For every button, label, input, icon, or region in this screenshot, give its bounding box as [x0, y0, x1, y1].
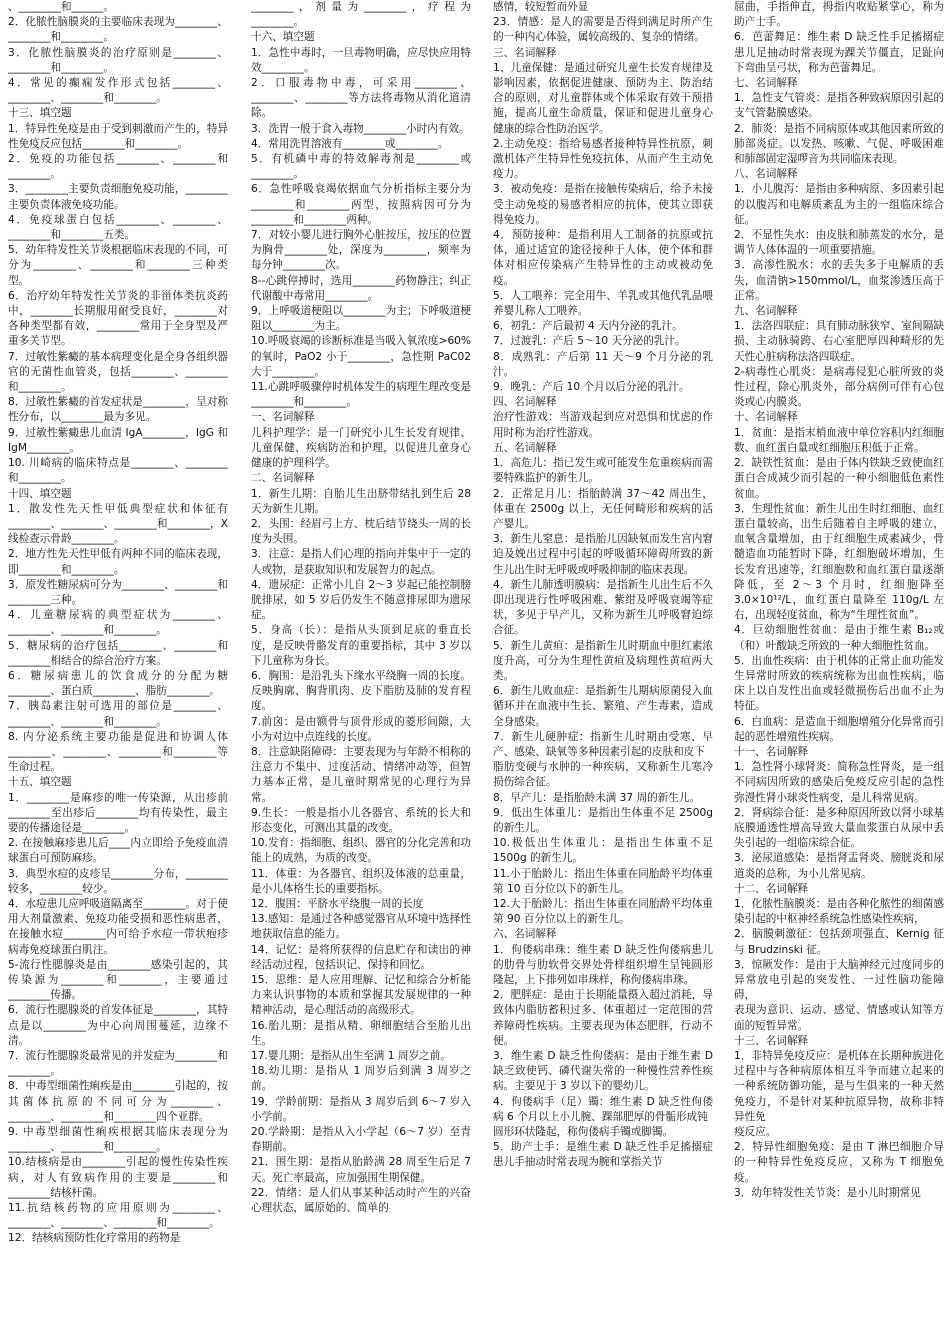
paragraph: 2．化脓性脑膜炎的主要临床表现为________、________和________。: [8, 16, 228, 44]
paragraph: 1．小儿腹泻：是指由多种病原、多因素引起的以腹泻和电解质紊乱为主的一组临床综合征。: [734, 183, 944, 226]
paragraph: 1．急性中毒时，一旦毒物明确，应尽快应用特效________。: [251, 46, 471, 74]
paragraph: 11．体重：为各器官、组织及体液的总重量，是小儿体格生长的重要指标。: [251, 867, 471, 895]
paragraph: 16.胎儿期：是指从精、卵细胞结合至胎儿出生。: [251, 1019, 471, 1047]
paragraph: 21．围生期：是指从胎龄满 28 周至生后足 7 天。死亡率最高，应加强围生期保健。: [251, 1156, 471, 1184]
paragraph: 20.学龄期：是指从入小学起（6～7 岁）至青春期前。: [251, 1126, 471, 1154]
paragraph: 3．维生素 D 缺乏性佝偻病：是由于维生素 D 缺乏致使钙、磷代谢失常的一种慢性营养性疾病。主要见于 3 岁以下的婴幼儿。: [493, 1050, 713, 1093]
paragraph: 2-病毒性心肌炎：是病毒侵犯心脏所致的炎性过程，除心肌炎外，部分病例可伴有心包炎或心内膜炎。: [734, 365, 944, 409]
paragraph: 9．过敏性紫癜患儿血清 IgA________，IgG 和 IgM________。: [8, 426, 228, 454]
paragraph: 4．水痘患儿应呼吸道隔离至________。对于使用大剂量激素、免疫功能受损和恶性病患者，在接触水痘________内可给予水痘一带状疱疹病毒免疫球蛋白肌注。: [8, 897, 228, 956]
paragraph: 5．助产士手：是维生素 D 缺乏性手足搐搦症患儿手抽动时常表现为腕和掌指关节: [493, 1141, 713, 1169]
paragraph: 6．白血病：是造血干细胞增殖分化异常而引起的恶性增殖性疾病。: [734, 715, 944, 743]
column-1: [8, 0, 228, 1344]
paragraph: 4．预防接种：是指利用人工制备的抗原或抗体，通过适宜的途径接种于人体，使个体和群体对相应传染病产生特异性的主动或被动免疫。: [493, 229, 713, 287]
paragraph: 3．洗胃一般于食入毒物________小时内有效。: [251, 122, 470, 135]
paragraph: 5-流行性腮腺炎是由________感染引起的，其传染源为________和________，主要通过________传播。: [8, 958, 228, 1002]
paragraph: 1．高危儿：指已发生或可能发生危重疾病而需要特殊监护的新生儿。: [493, 457, 713, 485]
column-2: [251, 0, 471, 1344]
paragraph: 17.婴儿期：是指从出生至满 1 周岁之前。: [251, 1050, 451, 1063]
paragraph: 1．佝偻病串珠：维生素 D 缺乏性佝偻病患儿的肋骨与肋软骨交界处骨样组织增生呈钝圆形隆起，上下排列如串珠样，称佝偻病串珠。: [493, 943, 713, 986]
paragraph: 8--心跳停搏时，选用________药物静注；纠正代谢酸中毒常用________。: [251, 274, 471, 302]
paragraph: 2．口服毒物中毒，可采用________、________、________等方法将毒物从消化道清除。: [251, 77, 471, 120]
paragraph: ________，剂量为________，疗程为________。: [251, 1, 471, 29]
paragraph: 2．头围：经眉弓上方、枕后结节绕头一周的长度为头围。: [251, 517, 471, 546]
paragraph: 1．________是麻疹的唯一传染源，从出疹前________至出疹后________均有传染性，最主要的传播途径是________。: [8, 791, 228, 834]
section-heading: 十三、名词解释: [734, 1034, 809, 1047]
paragraph: 23．情感：是人的需要是否得到满足时所产生的一种内心体验，属较高级的、复杂的情绪。: [493, 16, 713, 44]
paragraph: 1．散发性先天性甲低典型症状和体征有________、________、________和________，X线检查示骨龄________。: [8, 502, 228, 546]
paragraph: 2．特异性细胞免疫：是由 T 淋巴细胞介导的一种特异性免疫反应，又称为 T 细胞免疫。: [734, 1141, 944, 1184]
paragraph: 11.心跳呼吸骤停时机体发生的病理生理改变是________和________。: [251, 381, 471, 409]
paragraph: 1．急性肾小球肾炎：简称急性肾炎，是一组不同病因所致的感染后免疫反应引起的急性弥漫性肾小球炎性病变，是儿科常见病。: [734, 761, 944, 804]
paragraph: 22．情绪：是人们从事某种活动时产生的兴奋心理状态，属原始的、简单的: [251, 1186, 471, 1215]
section-heading: 十一、名词解释: [734, 745, 809, 758]
paragraph: 5．出血性疾病：由于机体的正常止血功能发生异常时所致的疾病统称为出血性疾病，临床上以自发性出血或轻微损伤后出血不止为特征。: [734, 654, 944, 713]
paragraph: 18.幼儿期：是指从 1 周岁后到满 3 周岁之前。: [251, 1065, 471, 1093]
section-heading: 八、名词解释: [734, 168, 798, 181]
paragraph: 4．佝偻病手（足）镯：维生素 D 缺乏性佝偻病 6 个月以上小儿腕、踝部肥厚的骨骺形成钝: [493, 1095, 713, 1123]
paragraph: 2．脑膜刺激征：包括颈项强直、Kernig 征与 Brudzinski 征。: [734, 928, 944, 956]
paragraph: 4．遗尿症：正常小儿自 2～3 岁起已能控制膀胱排尿，如 5 岁后仍发生不随意排尿即为遗尿症。: [251, 578, 471, 622]
paragraph: 2.主动免疫：指给易感者接种特异性抗原，刺激机体产生特异性免疫抗体，从而产生主动免疫力。: [493, 137, 713, 181]
section-heading: 十五、填空题: [8, 776, 72, 789]
paragraph: 3．被动免疫：是指在接触传染病后，给予未接受主动免疫的易感者相应的抗体，使其立即获得免疫力。: [493, 183, 713, 226]
paragraph: 8．过敏性紫癜的首发症状是________，呈对称性分布，以________最为多见。: [8, 396, 228, 424]
paragraph: 12．结核病预防性化疗常用的药物是: [8, 1232, 181, 1245]
paragraph: 1．法洛四联症：具有肺动脉狭窄、室间隔缺损、主动脉骑跨、右心室肥厚四种畸形的先天性心脏病称法洛四联症。: [734, 320, 944, 363]
paragraph: 2．缺铁性贫血：是由于体内铁缺乏致使血红蛋白合成减少而引起的一种小细胞低色素性贫血。: [734, 457, 944, 500]
paragraph: 儿科护理学：是一门研究小儿生长发育规律、儿童保健、疾病防治和护理，以促进儿童身心健康的护理科学。: [251, 426, 471, 470]
paragraph: 1．贫血：是指末梢血液中单位容积内红细胞数、血红蛋白量或红细胞压积低于正常。: [734, 426, 944, 454]
paragraph: 3．原发性糖尿病可分为________、________和________三种。: [8, 578, 228, 606]
paragraph: 11.抗结核药物的应用原则为________、________、________、________和________。: [8, 1202, 228, 1230]
paragraph: 6．芭蕾舞足：维生素 D 缺乏性手足搐搦症患儿足抽动时常表现为踝关节僵直，足趾向下弯曲呈弓状，称为芭蕾舞足。: [734, 31, 944, 74]
paragraph: 7．流行性腮腺炎最常见的并发症为________和________。: [8, 1050, 228, 1078]
paragraph: 9.生长：一般是指小儿各器官、系统的长大和形态变化，可测出其量的改变。: [251, 806, 471, 834]
paragraph: 2．地方性先天性甲低有两种不同的临床表现，即________和________。: [8, 548, 228, 576]
paragraph: 1．非特异免疫反应：是机体在长期种族进化过程中与各种病原体相互斗争而建立起来的一种系统防御功能，是与生俱来的一种天然免疫力，不是针对某种抗原异物，故称非特异性免: [734, 1050, 944, 1123]
paragraph: 3．典型水痘的皮疹呈________分布，________较多，________较少。: [8, 867, 228, 895]
section-heading: 十四、填空题: [8, 487, 72, 500]
paragraph: 7．对较小婴儿进行胸外心脏按压，按压的位置为胸骨________处，深度为________，频率为每分钟________次。: [251, 229, 471, 272]
paragraph: 3．惊厥发作：是由于大脑神经元过度同步的异常放电引起的突发性、一过性脑功能障碍，: [734, 958, 944, 1002]
paragraph: 4．巨幼细胞性贫血：是由于维生素 B₁₂或（和）叶酸缺乏所致的一种大细胞性贫血。: [734, 624, 944, 652]
paragraph: 6．治疗幼年特发性关节炎的非甾体类抗炎药中，________长期服用耐受良好，________对各种类型都有效，________常用于全身型及严重多关节型。: [8, 289, 228, 348]
paragraph: 2．不显性失水：由皮肤和肺蒸发的水分，是调节人体体温的一项重要措施。: [734, 229, 944, 257]
paragraph: 6．糖尿病患儿的饮食成分的分配为糖________、蛋白质________、脂肪________。: [8, 669, 228, 698]
paragraph: 11.小于胎龄儿：指出生体重在同胎龄平均体重第 10 百分位以下的新生儿。: [493, 867, 713, 895]
paragraph: 10.极低出生体重儿：是指出生体重不足 1500g 的新生儿。: [493, 837, 713, 865]
paragraph: 10.发育：指细胞、组织、器官的分化完善和功能上的成熟，为质的改变。: [251, 837, 471, 865]
paragraph: 1．化脓性脑膜炎：是由各种化脓性的细菌感染引起的中枢神经系统急性感染性疾病，: [734, 897, 944, 926]
paragraph: 5．糖尿病的治疗包括________、________和________相结合的综合治疗方案。: [8, 639, 228, 667]
paragraph: 3．生理性贫血：新生儿出生时红细胞、血红蛋白量较高，出生后随着自主呼吸的建立，血氧含量增加，由于红细胞生成素减少，骨髓造血功能暂时下降，红细胞破坏增加，生长发育迅速等，红细胞数和血红蛋白量逐渐降低，至 2～3 个月时，红细胞降至 3.0×10¹²/L，血红蛋白量降至 110g/L 左右，出现轻度贫血，称为“生理性贫血”。: [734, 502, 944, 622]
paragraph: 1．急性支气管炎：是指各种致病原因引起的支气管黏膜感染。: [734, 92, 944, 120]
paragraph: 12．腹围：平脐水平绕腹一周的长度: [251, 897, 424, 910]
paragraph: 7．过渡乳：产后 5～10 天分泌的乳汁。: [493, 335, 686, 348]
paragraph: 8. 内分泌系统主要功能是促进和协调人体________、________、________和________等生命过程。: [8, 730, 228, 774]
paragraph: 7．过敏性紫癜的基本病理变化是全身各组织器官的无菌性血管炎，包括________、________和________。: [8, 350, 228, 394]
paragraph: 疫反应。: [734, 1126, 777, 1139]
paragraph: 6．急性呼吸衰竭依据血气分析指标主要分为________和________两型，按照病因可分为________和________两种。: [251, 183, 471, 226]
paragraph: 7．胰岛素注射可选用的部位是________、________、________和________。: [8, 700, 228, 728]
paragraph: 6．新生儿败血症：是指新生儿期病原菌侵入血循环并在血液中生长、繁殖、产生毒素，造成全身感染。: [493, 685, 713, 728]
paragraph: 9．晚乳：产后 10 个月以后分泌的乳汁。: [493, 381, 690, 394]
paragraph: 脂肪变硬与水肿的一种疾病，又称新生儿寒冷损伤综合征。: [493, 761, 713, 789]
paragraph: 6．胸围：是沿乳头下缘水平绕胸一周的长度。反映胸廓、胸背肌肉、皮下脂肪及肺的发育程度。: [251, 669, 471, 713]
section-heading: 十二、名词解释: [734, 882, 809, 895]
paragraph: 9．低出生体重儿：是指出生体重不足 2500g 的新生儿。: [493, 806, 713, 834]
paragraph: 1．新生儿期：自胎儿生出脐带结扎到生后 28 天为新生儿期。: [251, 487, 471, 515]
paragraph: 治疗性游戏：当游戏起到应对恐惧和忧虑的作用时称为治疗性游戏。: [493, 411, 713, 439]
paragraph: 1、儿童保健：是通过研究儿童生长发育规律及影响因素，依据促进健康、预防为主、防治结合的原则，对儿童群体或个体采取有效干预措施，提高儿童生命质量，保证和促进儿童身心健康的综合性防治医学。: [493, 61, 713, 135]
paragraph: 5．幼年特发性关节炎根据临床表现的不同，可分为________、________和________三种类型。: [8, 244, 228, 287]
paragraph: 3．注意：是指人们心理的指向并集中于一定的人或物，是获取知识和发展智力的起点。: [251, 548, 471, 576]
paragraph: 3．新生儿窒息：是指胎儿因缺氧而发生宫内窘迫及娩出过程中引起的呼吸循环障碍所致的新生儿出生时无呼吸或呼吸抑制的临床表现。: [493, 533, 713, 576]
section-heading: 五、名词解释: [493, 441, 557, 454]
paragraph: 4．免疫球蛋白包括________、________、________和________五类。: [8, 213, 228, 242]
column-3: [493, 0, 713, 1344]
paragraph: 3．幼年特发性关节炎：是小儿时期常见: [734, 1186, 921, 1199]
paragraph: 12.大于胎龄儿：指出生体重在同胎龄平均体重第 90 百分位以上的新生儿。: [493, 897, 713, 926]
paragraph: 14．记忆：是将所获得的信息贮存和读出的神经活动过程，包括识记、保持和回忆。: [251, 943, 471, 971]
paragraph: 1．特异性免疫是由于受到刺激而产生的，特异性免疫反应包括________和________。: [8, 122, 228, 150]
paragraph: 8．注意缺陷障碍：主要表现为与年龄不相称的注意力不集中、过度活动、情绪冲动等，但智力基本正常，是儿童时期常见的心理行为异常。: [251, 745, 471, 804]
paragraph: 4．新生儿肺透明膜病：是指新生儿出生后不久即出现进行性呼吸困难、紫绀及呼吸衰竭等症状，多见于早产儿，又称为新生儿呼吸窘迫综合征。: [493, 578, 713, 637]
paragraph: 圆形环状隆起，称佝偻病手镯或脚镯。: [493, 1126, 674, 1139]
paragraph: 3．高渗性脱水：水的丢失多于电解质的丢失，血清钠>150mmol/L，血浆渗透压高于正常。: [734, 259, 944, 302]
paragraph: 3．化脓性脑膜炎的治疗原则是________、________和________。: [8, 46, 228, 74]
section-heading: 十、名词解释: [734, 411, 798, 424]
section-heading: 六、名词解释: [493, 928, 557, 941]
paragraph: 屈曲，手指伸直，拇指内收贴紧掌心，称为助产士手。: [734, 1, 944, 29]
paragraph: 5．身高（长）：是指从头顶到足底的垂直长度，是反映骨骼发育的重要指标，其中 3 岁以下儿童称为身长。: [251, 624, 471, 667]
section-heading: 三、名词解释: [493, 46, 557, 59]
paragraph: 4．常见的癫痫发作形式包括________、________、________和________。: [8, 77, 228, 105]
paragraph: 2. 在接触麻疹患儿后____内立即给予免疫血清球蛋白可预防麻疹。: [8, 837, 228, 865]
paragraph: 4．儿童糖尿病的典型症状为________、________、________和________。: [8, 609, 228, 637]
paragraph: 8．早产儿：是指胎龄未满 37 周的新生儿。: [493, 791, 701, 804]
paragraph: 感情，较短暂而外显: [493, 1, 589, 13]
section-heading: 四、名词解释: [493, 396, 557, 409]
section-heading: 七、名词解释: [734, 77, 798, 90]
section-heading: 二、名词解释: [251, 472, 315, 485]
paragraph: 9．上呼吸道梗阻以________为主；下呼吸道梗阻以________为主。: [251, 305, 471, 333]
column-4: [734, 0, 944, 1344]
paragraph: 10.结核病是由________引起的慢性传染性疾病，对人有致病作用的主要是________和________结核杆菌。: [8, 1156, 228, 1199]
paragraph: 8．成熟乳：产后第 11 天～9 个月分泌的乳汁。: [493, 350, 713, 378]
section-heading: 一、名词解释: [251, 411, 315, 424]
paragraph: 19．学龄前期：是指从 3 周岁后到 6～7 岁入小学前。: [251, 1095, 471, 1123]
paragraph: 4．常用洗胃溶液有________或________。: [251, 137, 449, 150]
paragraph: 3．________主要负责细胞免疫功能，________主要负责体液免疫功能。: [8, 183, 228, 211]
paragraph: 、________和______。: [8, 1, 114, 13]
paragraph: 7.前囟：是由额骨与顶骨形成的菱形间隙，大小为对边中点连线的长度。: [251, 715, 471, 743]
paragraph: 8．中毒型细菌性痢疾是由________引起的，按其菌体抗原的不同可分为________、________、________和________四个亚群。: [8, 1080, 228, 1123]
paragraph: 2．肺炎：是指不同病原体或其他因素所致的肺部炎症。以发热、咳嗽、气促、呼吸困难和肺部固定湿啰音为共同临床表现。: [734, 122, 944, 166]
paragraph: 6．流行性腮腺炎的首发体征是________，其特点是以________为中心向周围蔓延，边缘不清。: [8, 1004, 228, 1047]
paragraph: 7．新生儿硬肿症：指新生儿时期由受寒、早产、感染、缺氧等多种因素引起的皮肤和皮下: [493, 730, 713, 758]
paragraph: 3．泌尿道感染：是指肾盂肾炎、膀胱炎和尿道炎的总称，为小儿常见病。: [734, 852, 944, 880]
paragraph: 2．正常足月儿：指胎龄满 37～42 周出生，体重在 2500g 以上，无任何畸形和疾病的活产婴儿。: [493, 487, 713, 530]
paragraph: 10. 川崎病的临床特点是________、________和________。: [8, 457, 228, 485]
paragraph: 5．有机磷中毒的特效解毒剂是________或________。: [251, 153, 471, 181]
paragraph: 2．肾病综合征：是多种原因所致以肾小球基底膜通透性增高导致大量血浆蛋白从尿中丢失引起的一组临床综合征。: [734, 806, 944, 850]
paragraph: 5．新生儿黄疸：是指新生儿时期血中胆红素浓度升高，可分为生理性黄疸及病理性黄疸两大类。: [493, 639, 713, 682]
paragraph: 6．初乳：产后最初 4 天内分泌的乳汁。: [493, 320, 683, 333]
paragraph: 15．思维：是人应用理解、记忆和综合分析能力来认识事物的本质和掌握其发展规律的一种精神活动，是心理活动的高级形式。: [251, 974, 471, 1017]
paragraph: 10.呼吸衰竭的诊断标准是当吸入氧浓度>60%的氧时，PaO2 小于________，急性期 PaC02 大于________。: [251, 335, 471, 378]
section-heading: 十三、填空题: [8, 107, 72, 120]
paragraph: 5．人工喂养：完全用牛、羊乳或其他代乳品喂养婴儿称人工喂养。: [493, 289, 713, 318]
paragraph: 13.感知：是通过各种感觉器官从环境中选择性地获取信息的能力。: [251, 913, 471, 941]
paragraph: 9. 中毒型细菌性痢疾根据其临床表现分为________、________和________。: [8, 1126, 228, 1154]
paragraph: 2．肥胖症：是由于长期能量摄入超过消耗，导致体内脂肪蓄积过多、体重超过一定范围的营养障碍性疾病。主要表现为体态肥胖，行动不便。: [493, 989, 713, 1047]
paragraph: 表现为意识、运动、感觉、情感或认知等方面的短暂异常。: [734, 1004, 944, 1032]
section-heading: 十六、填空题: [251, 31, 315, 44]
section-heading: 九、名词解释: [734, 305, 798, 318]
paragraph: 2．免疫的功能包括________、________和________。: [8, 153, 228, 181]
